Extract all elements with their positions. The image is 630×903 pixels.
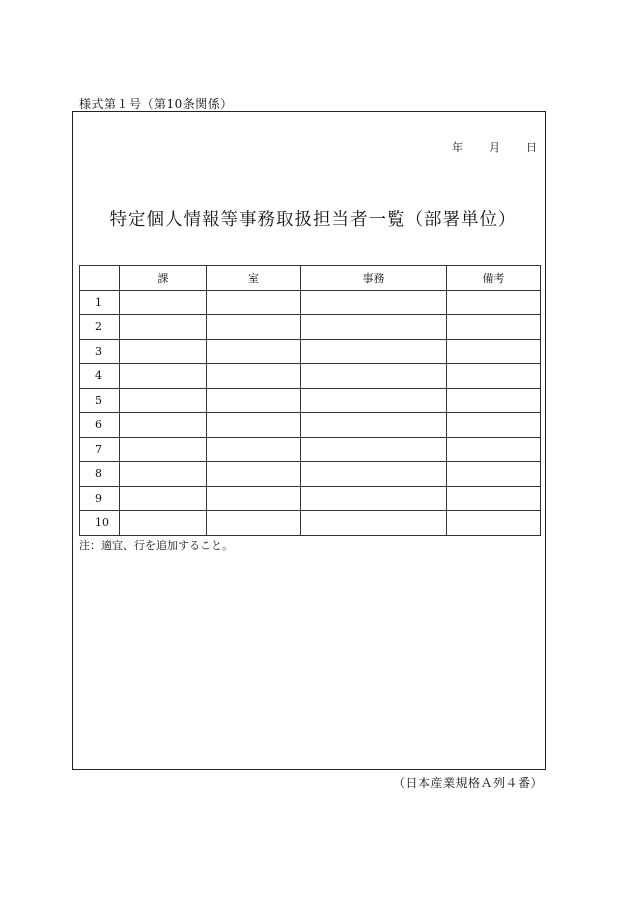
row-number: 7 [80, 437, 120, 462]
shitsu-cell[interactable] [207, 462, 301, 487]
biko-cell[interactable] [447, 388, 541, 413]
row-number: 3 [80, 339, 120, 364]
page-title: 特定個人情報等事務取扱担当者一覧（部署単位） [109, 210, 517, 230]
jimu-cell[interactable] [301, 486, 447, 511]
ka-cell[interactable] [120, 364, 207, 389]
ka-cell[interactable] [120, 486, 207, 511]
column-header-number [80, 266, 120, 291]
year-label: 年 [452, 141, 463, 154]
table-row [80, 388, 541, 413]
ka-cell[interactable] [120, 290, 207, 315]
shitsu-cell[interactable] [207, 437, 301, 462]
table-row [80, 315, 541, 340]
paper-standard: （日本産業規格Ａ列４番） [392, 776, 543, 790]
table-header-row [80, 266, 541, 291]
biko-cell[interactable] [447, 486, 541, 511]
biko-cell[interactable] [447, 315, 541, 340]
table-note: 注：適宜、行を追加すること。 [79, 539, 233, 552]
shitsu-cell[interactable] [207, 388, 301, 413]
ka-cell[interactable] [120, 315, 207, 340]
row-number: 4 [80, 364, 120, 389]
biko-cell[interactable] [447, 511, 541, 536]
row-number: 5 [80, 388, 120, 413]
row-number: 2 [80, 315, 120, 340]
biko-cell[interactable] [447, 462, 541, 487]
jimu-cell[interactable] [301, 339, 447, 364]
jimu-cell[interactable] [301, 437, 447, 462]
column-header-shitsu: 室 [207, 266, 301, 291]
ka-cell[interactable] [120, 339, 207, 364]
biko-cell[interactable] [447, 413, 541, 438]
table-row [80, 290, 541, 315]
date-line [452, 139, 537, 155]
column-header-jimu: 事務 [301, 266, 447, 291]
row-number: 6 [80, 413, 120, 438]
jimu-cell[interactable] [301, 462, 447, 487]
table-row [80, 511, 541, 536]
jimu-cell[interactable] [301, 511, 447, 536]
row-number: 9 [80, 486, 120, 511]
table-row [80, 437, 541, 462]
biko-cell[interactable] [447, 364, 541, 389]
ka-cell[interactable] [120, 462, 207, 487]
table-row [80, 364, 541, 389]
column-header-biko: 備考 [447, 266, 541, 291]
shitsu-cell[interactable] [207, 511, 301, 536]
jimu-cell[interactable] [301, 388, 447, 413]
column-header-ka: 課 [120, 266, 207, 291]
form-frame [72, 111, 546, 770]
ka-cell[interactable] [120, 511, 207, 536]
table-row [80, 413, 541, 438]
biko-cell[interactable] [447, 290, 541, 315]
row-number: 10 [80, 511, 120, 536]
biko-cell[interactable] [447, 437, 541, 462]
shitsu-cell[interactable] [207, 290, 301, 315]
jimu-cell[interactable] [301, 290, 447, 315]
row-number: 1 [80, 290, 120, 315]
ka-cell[interactable] [120, 388, 207, 413]
day-label: 日 [526, 141, 537, 154]
jimu-cell[interactable] [301, 413, 447, 438]
shitsu-cell[interactable] [207, 339, 301, 364]
shitsu-cell[interactable] [207, 364, 301, 389]
jimu-cell[interactable] [301, 315, 447, 340]
table-row [80, 462, 541, 487]
jimu-cell[interactable] [301, 364, 447, 389]
shitsu-cell[interactable] [207, 486, 301, 511]
form-number: 様式第１号（第10条関係） [79, 97, 233, 111]
biko-cell[interactable] [447, 339, 541, 364]
row-number: 8 [80, 462, 120, 487]
shitsu-cell[interactable] [207, 315, 301, 340]
month-label: 月 [489, 141, 500, 154]
table-row [80, 339, 541, 364]
staff-table [79, 265, 541, 536]
ka-cell[interactable] [120, 437, 207, 462]
shitsu-cell[interactable] [207, 413, 301, 438]
ka-cell[interactable] [120, 413, 207, 438]
table-row [80, 486, 541, 511]
